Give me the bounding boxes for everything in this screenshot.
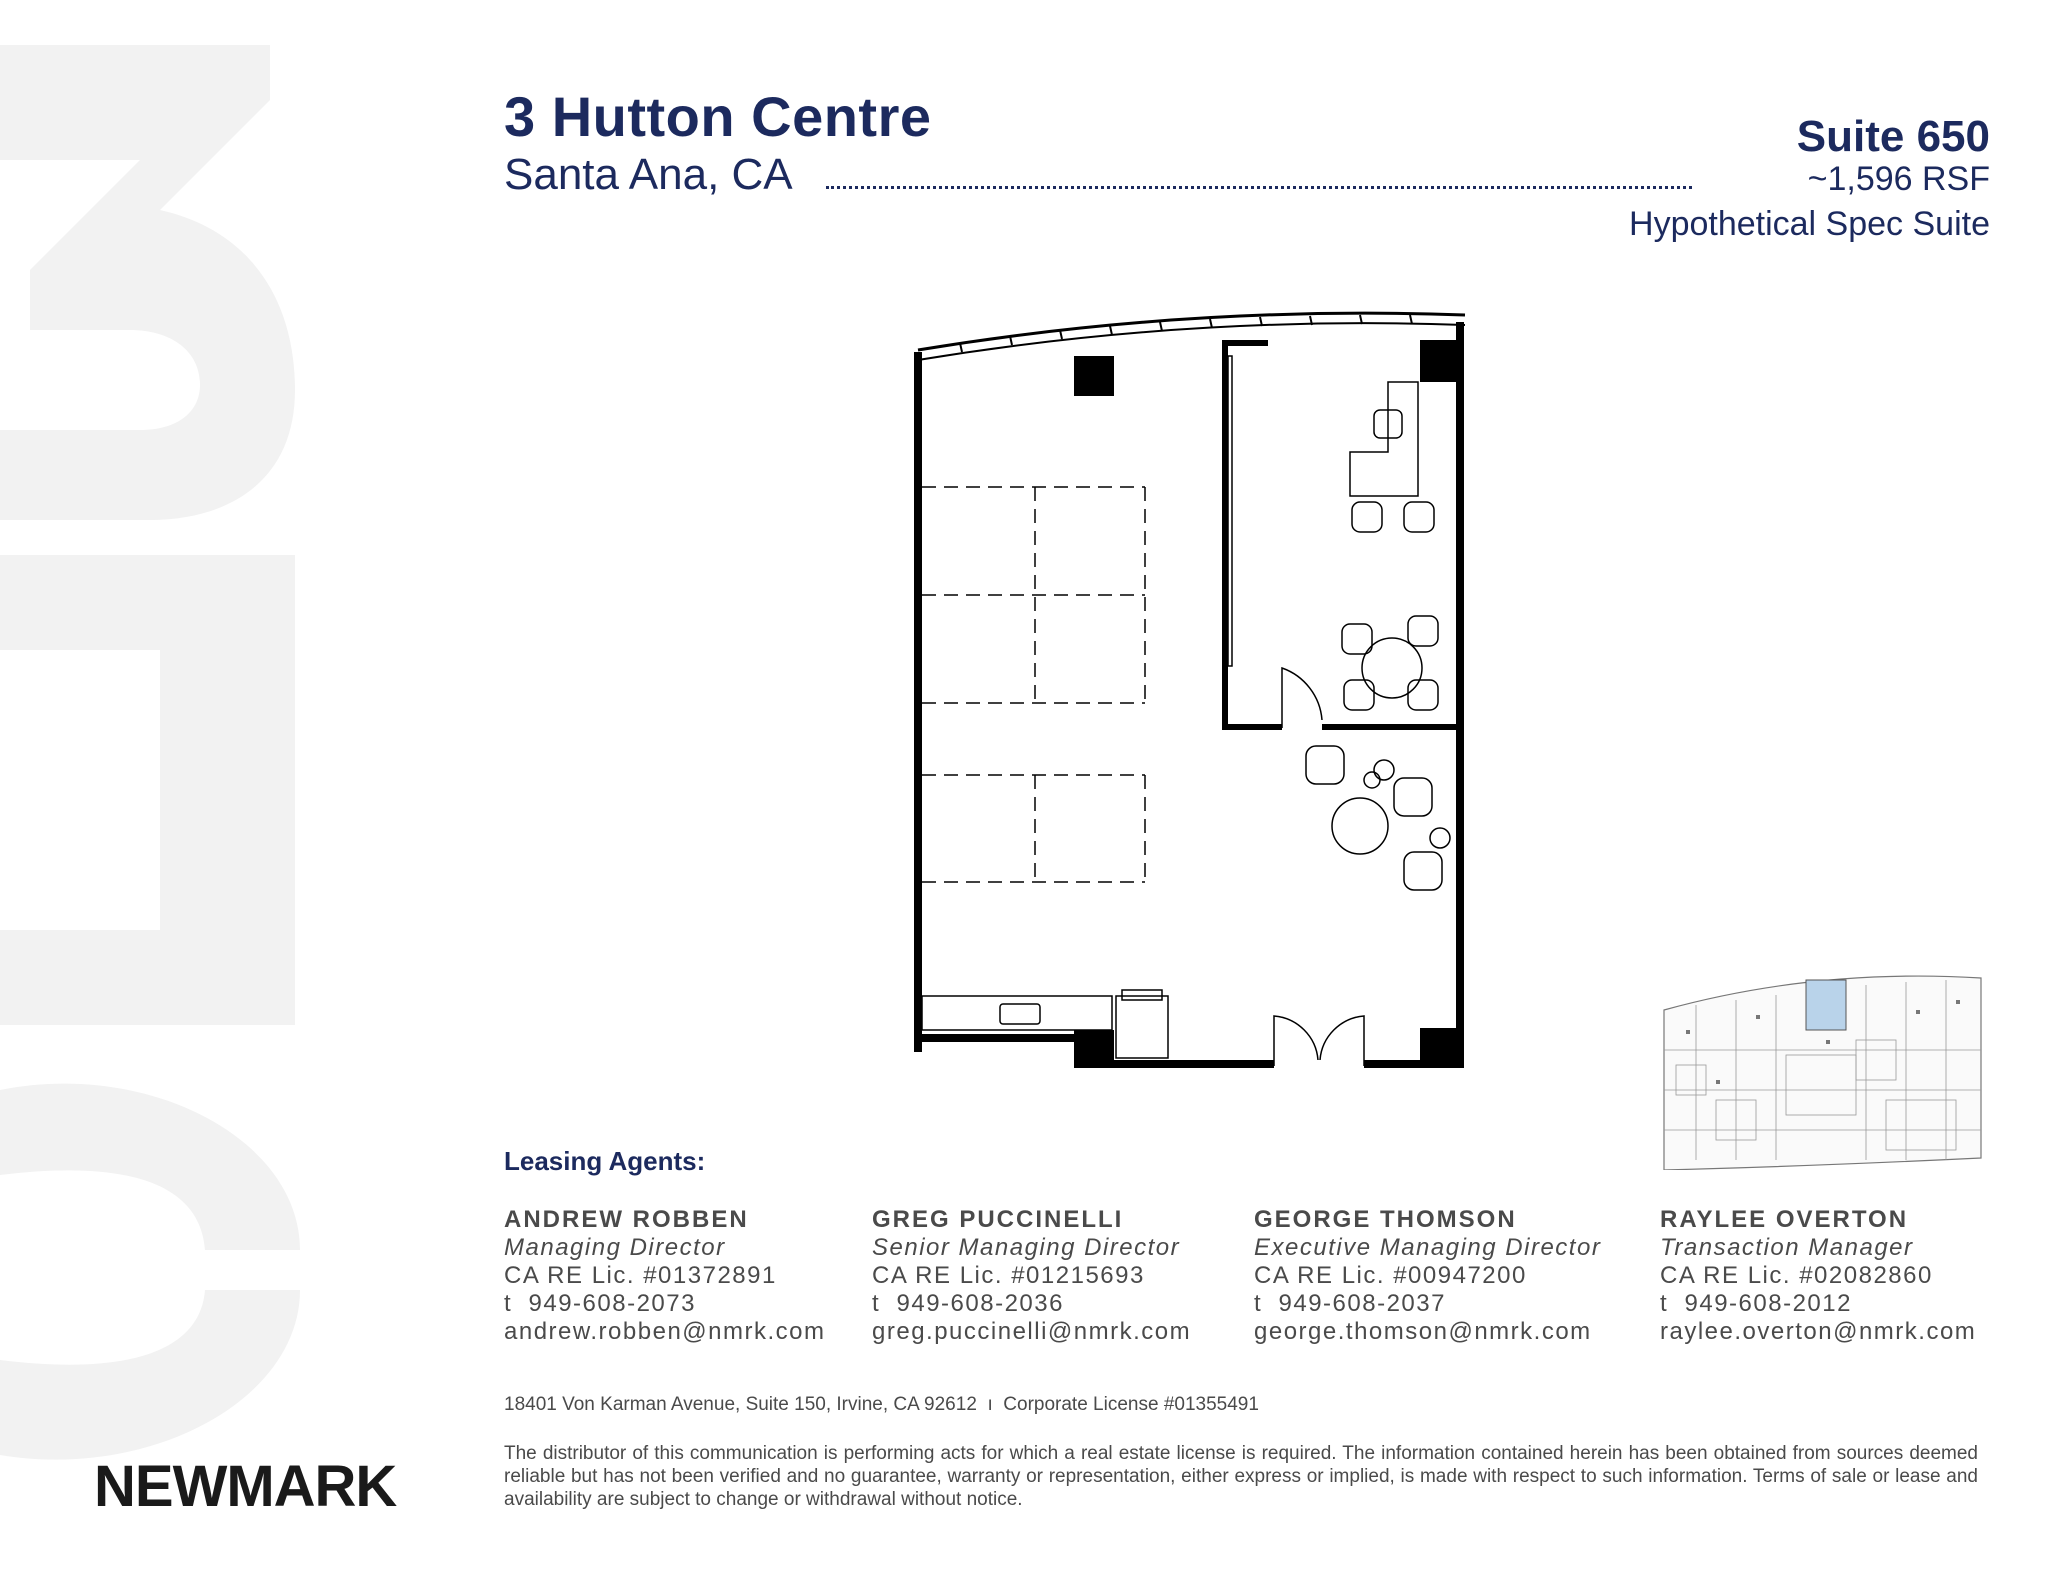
building-name: 3 Hutton Centre (504, 85, 932, 148)
newmark-logo: NEWMARK (94, 1454, 397, 1519)
leasing-agents-heading: Leasing Agents: (504, 1146, 706, 1176)
agent-card (1254, 1206, 1601, 1346)
suite-type: Hypothetical Spec Suite (1629, 205, 1990, 243)
agent-name: ANDREW ROBBEN (504, 1206, 749, 1233)
agent-title: Transaction Manager (1660, 1234, 1914, 1261)
agent-phone[interactable]: t 949-608-2036 (872, 1290, 1064, 1317)
suite-number: Suite 650 (1796, 112, 1990, 161)
suite-floorplan (900, 300, 1480, 1080)
agent-title: Executive Managing Director (1254, 1234, 1602, 1261)
dotted-leader-line (826, 186, 1692, 189)
agent-email[interactable]: george.thomson@nmrk.com (1254, 1318, 1592, 1345)
agent-card (1660, 1206, 1976, 1346)
background-numerals (0, 0, 330, 1583)
legal-disclaimer: The distributor of this communication is performing acts for which a real estate license is required. The information contained herein has been obtained from sources deemed reliable but has not been verified and no guarantee, warranty or representation, either express or implied, is made with respect to such information. Terms of sale or lease and availability are subject to change or withdrawal without notice. (504, 1443, 1978, 1510)
agent-name: RAYLEE OVERTON (1660, 1206, 1909, 1233)
agent-license: CA RE Lic. #01372891 (504, 1262, 777, 1289)
agent-license: CA RE Lic. #02082860 (1660, 1262, 1933, 1289)
building-city: Santa Ana, CA (504, 150, 793, 199)
agent-card (872, 1206, 1191, 1346)
agent-license: CA RE Lic. #01215693 (872, 1262, 1145, 1289)
agent-phone[interactable]: t 949-608-2037 (1254, 1290, 1446, 1317)
agent-title: Managing Director (504, 1234, 726, 1261)
agent-license: CA RE Lic. #00947200 (1254, 1262, 1527, 1289)
agent-phone[interactable]: t 949-608-2073 (504, 1290, 696, 1317)
agent-email[interactable]: andrew.robben@nmrk.com (504, 1318, 826, 1345)
agent-name: GREG PUCCINELLI (872, 1206, 1124, 1233)
agent-phone[interactable]: t 949-608-2012 (1660, 1290, 1852, 1317)
agent-card (504, 1206, 826, 1346)
agent-name: GEORGE THOMSON (1254, 1206, 1517, 1233)
agent-email[interactable]: raylee.overton@nmrk.com (1660, 1318, 1977, 1345)
office-address: 18401 Von Karman Avenue, Suite 150, Irvine, CA 92612 ı Corporate License #01355491 (504, 1394, 1259, 1415)
building-keyplan (1656, 970, 1986, 1170)
agent-email[interactable]: greg.puccinelli@nmrk.com (872, 1318, 1192, 1345)
suite-size: ~1,596 RSF (1807, 160, 1990, 198)
agent-title: Senior Managing Director (872, 1234, 1181, 1261)
